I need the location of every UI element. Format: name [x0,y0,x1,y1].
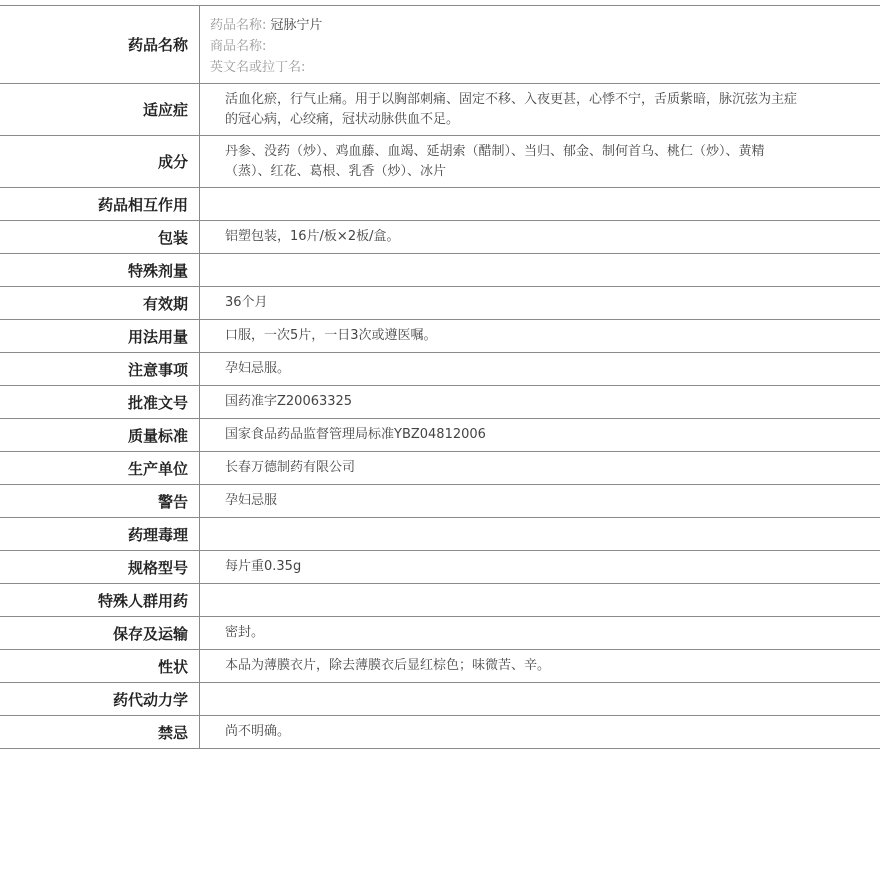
row-drug-name [0,6,880,84]
row-value: 活血化瘀，行气止痛。用于以胸部刺痛、固定不移、入夜更甚，心悸不宁，舌质紫暗，脉沉弦为主症的冠心病，心绞痛，冠状动脉供血不足。 [225,91,798,127]
english-name-key: 英文名或拉丁名: [210,60,306,75]
row-label: 质量标准 [0,419,200,451]
row-manufacturer [0,452,880,485]
row-value: 口服，一次5片，一日3次或遵医嘱。 [225,328,437,343]
row-shelf-life [0,287,880,320]
row-value [200,254,880,286]
generic-name-key: 药品名称: [210,18,267,33]
row-value [200,683,880,715]
generic-name-value: 冠脉宁片 [270,18,323,33]
row-label: 用法用量 [0,320,200,352]
row-label: 保存及运输 [0,617,200,649]
trade-name-key: 商品名称: [210,39,267,54]
row-value: 丹参、没药（炒）、鸡血藤、血竭、延胡索（醋制）、当归、郁金、制何首乌、桃仁（炒）、黄精（蒸）、红花、葛根、乳香（炒）、冰片 [225,143,765,179]
drug-name-block [200,6,880,83]
row-value [200,188,880,220]
row-label: 药品相互作用 [0,188,200,220]
row-label: 警告 [0,485,200,517]
row-usage [0,320,880,353]
drug-info-table [0,5,880,749]
generic-name-line [210,15,800,36]
row-value: 长春万德制药有限公司 [225,460,356,475]
row-special-dosage [0,254,880,287]
row-storage [0,617,880,650]
row-approval-number [0,386,880,419]
row-warning [0,485,880,518]
row-label: 特殊剂量 [0,254,200,286]
row-contraindications [0,716,880,749]
row-label: 有效期 [0,287,200,319]
row-special-population [0,584,880,617]
row-value: 孕妇忌服 [225,493,278,508]
row-value: 国家食品药品监督管理局标准YBZ04812006 [225,427,486,442]
row-value: 36个月 [225,295,268,310]
row-value: 孕妇忌服。 [225,361,291,376]
row-value: 尚不明确。 [225,724,291,739]
row-value [200,518,880,550]
row-quality-standard [0,419,880,452]
row-label: 药代动力学 [0,683,200,715]
row-indications [0,84,880,136]
row-toxicology [0,518,880,551]
row-label: 注意事项 [0,353,200,385]
row-value: 本品为薄膜衣片，除去薄膜衣后显红棕色；味微苦、辛。 [225,658,551,673]
row-label: 包装 [0,221,200,253]
row-packaging [0,221,880,254]
row-label: 适应症 [0,84,200,135]
row-precautions [0,353,880,386]
row-label: 禁忌 [0,716,200,748]
row-label: 药品名称 [0,6,200,83]
row-label: 生产单位 [0,452,200,484]
row-label: 批准文号 [0,386,200,418]
trade-name-line [210,36,800,57]
row-value: 国药准字Z20063325 [225,394,353,409]
row-ingredients [0,136,880,188]
row-label: 成分 [0,136,200,187]
row-value: 每片重0.35g [225,559,302,574]
row-label: 药理毒理 [0,518,200,550]
row-description [0,650,880,683]
row-pharmacokinetics [0,683,880,716]
row-value: 铝塑包装，16片/板×2板/盒。 [225,229,400,244]
row-value [200,584,880,616]
row-specification [0,551,880,584]
english-name-line [210,57,800,78]
row-value: 密封。 [225,625,265,640]
row-label: 性状 [0,650,200,682]
row-interactions [0,188,880,221]
row-label: 规格型号 [0,551,200,583]
row-label: 特殊人群用药 [0,584,200,616]
